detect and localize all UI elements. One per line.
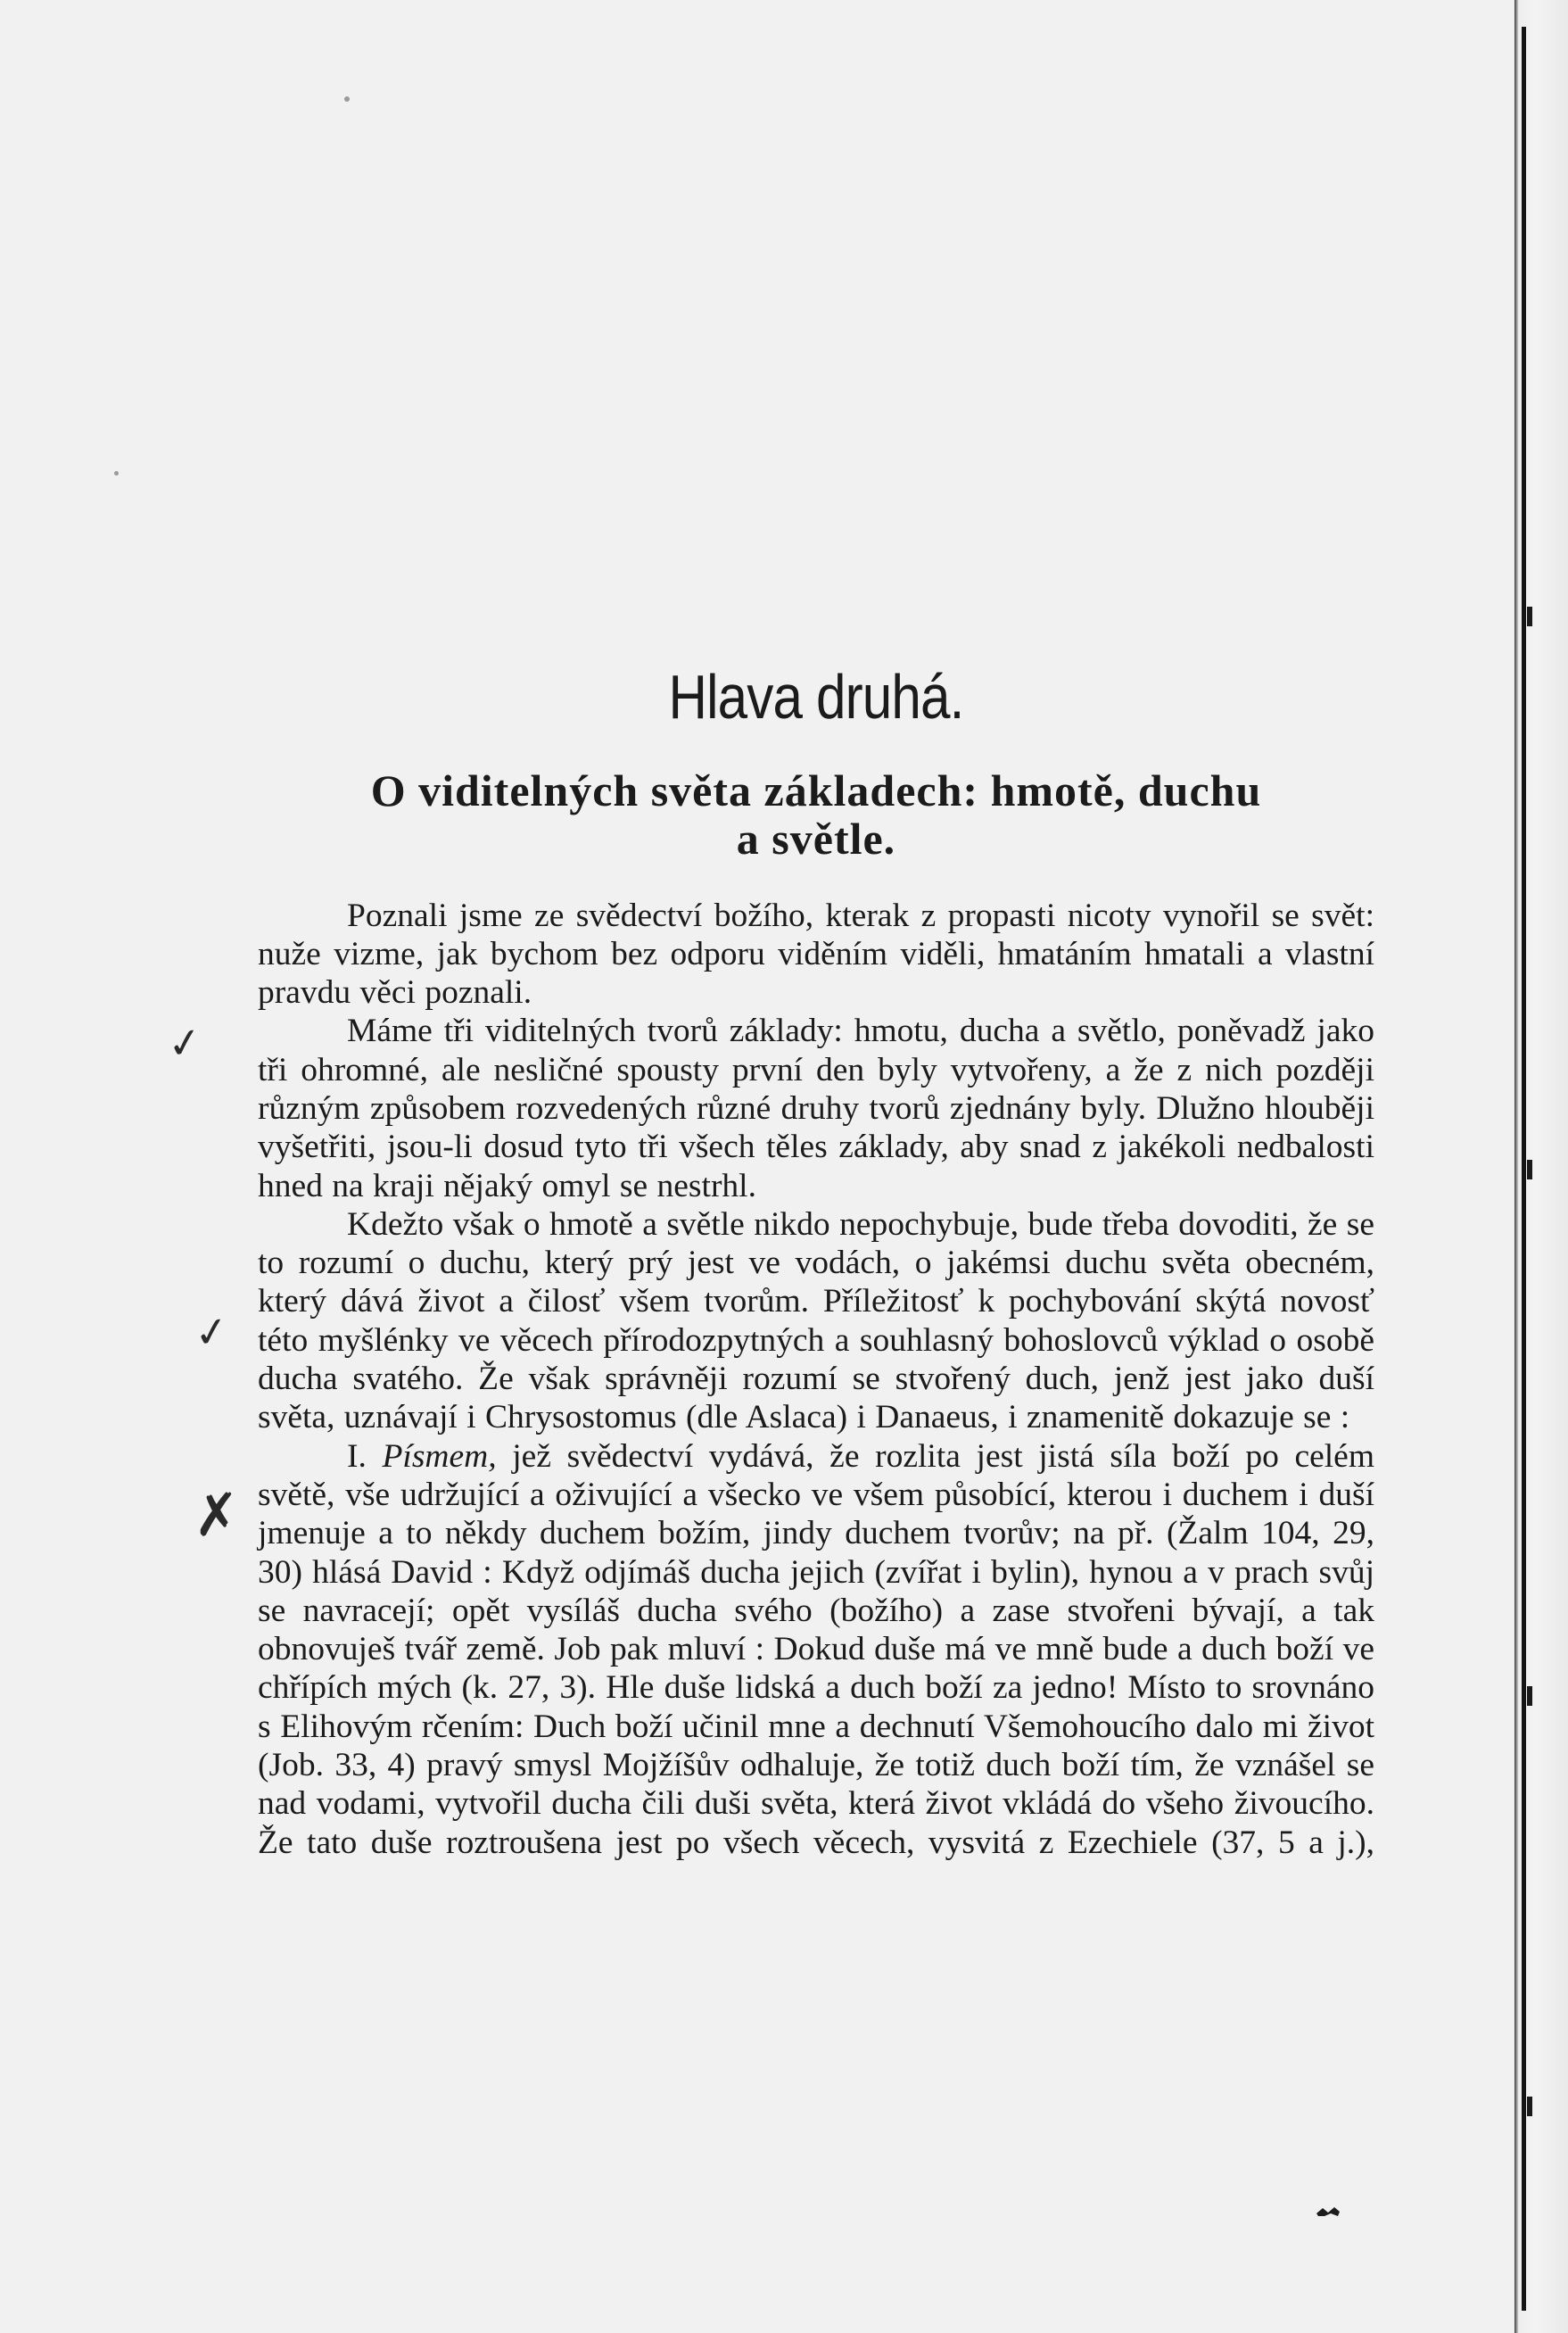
binding-mark <box>1527 1686 1532 1706</box>
paragraph-4-text: jež svědectví vydává, že rozlita jest jistá síla boží po celém světě, vše udržující a oživující a všecko ve všem působící, kterou i duchem i duší jmenuje a to někdy duchem božím, jindy duchem tvorův; na př. (Žalm 104, 29, 30) hlásá David : Když odjímáš ducha jejich (zvířat i bylin), hynou a v prach svůj se navracejí; opět vysíláš ducha svého (božího) a zase stvořeni bývají, a tak obnovuješ tvář země. Job pak mluví : Dokud duše má ve mně bude a duch boží ve chřípích mých (k. 27, 3). Hle duše lidská a duch boží za jedno! Místo to srovnáno s Elihovým rčením: Duch boží učinil mne a dechnutí Všemohoucího dalo mi život (Job. 33, 4) pravý smysl Mojžíšův odhaluje, že totiž duch boží tím, že vznášel se nad vodami, vytvořil ducha čili duši světa, která život vkládá do všeho živoucího. Že tato duše roztroušena jest po všech věcech, vysvitá z Ezechiele (37, 5 a j.), <box>258 1437 1374 1861</box>
paragraph-4 <box>258 1437 1374 1862</box>
paragraph-1: Poznali jsme ze svědectví božího, kterak z propasti nicoty vynořil se svět: nuže vizme, jak bychom bez odporu viděním viděli, hmatáním hmatali a vlastní pravdu věci poznali. <box>258 897 1374 1012</box>
text-block <box>258 662 1374 1862</box>
ornament-icon <box>1315 2205 1341 2218</box>
chapter-title: Hlava druhá. <box>668 662 964 732</box>
paragraph-4-lead: I. <box>347 1437 383 1475</box>
chapter-subtitle-line-2: a světle. <box>736 813 896 864</box>
paper-speck <box>344 96 350 102</box>
paper-speck <box>114 471 119 476</box>
binding-mark <box>1527 607 1532 626</box>
binding-line <box>1522 27 1526 2311</box>
margin-checkmark: ✓ <box>164 1016 206 1070</box>
binding-mark <box>1527 1160 1532 1179</box>
paragraph-2: Máme tři viditelných tvorů základy: hmotu, ducha a světlo, poněvadž jako tři ohromné, ale nesličné spousty první den byly vytvořeny, a že z nich později různým způsobem rozvedených různé druhy tvorů zjednány byly. Dlužno hlouběji vyšetřiti, jsou-li dosud tyto tři všech těles základy, aby snad z jakékoli nedbalosti hned na kraji nějaký omyl se nestrhl. <box>258 1013 1374 1204</box>
margin-checkmark: ✓ <box>191 1305 233 1359</box>
paragraph-4-emphasis: Písmem, <box>382 1437 497 1475</box>
chapter-subtitle <box>258 766 1374 863</box>
chapter-subtitle-line-1: O viditelných světa základech: hmotě, duchu <box>370 765 1262 815</box>
paragraph-3: Kdežto však o hmotě a světle nikdo nepochybuje, bude třeba dovoditi, že se to rozumí o duchu, který prý jest ve vodách, o jakémsi duchu světa obecném, který dává život a čilosť všem tvorům. Příležitosť k pochybování skýtá novosť této myšlénky ve věcech přírodozpytných a souhlasný bohoslovců výklad o osobě ducha svatého. Že však správněji rozumí se stvořený duch, jenž jest jako duší světa, uznávají i Chrysostomus (dle Aslaca) i Danaeus, i znamenitě dokazuje se : <box>258 1205 1374 1436</box>
margin-cross-mark: ✗ <box>190 1481 243 1551</box>
binding-mark <box>1527 2097 1532 2116</box>
